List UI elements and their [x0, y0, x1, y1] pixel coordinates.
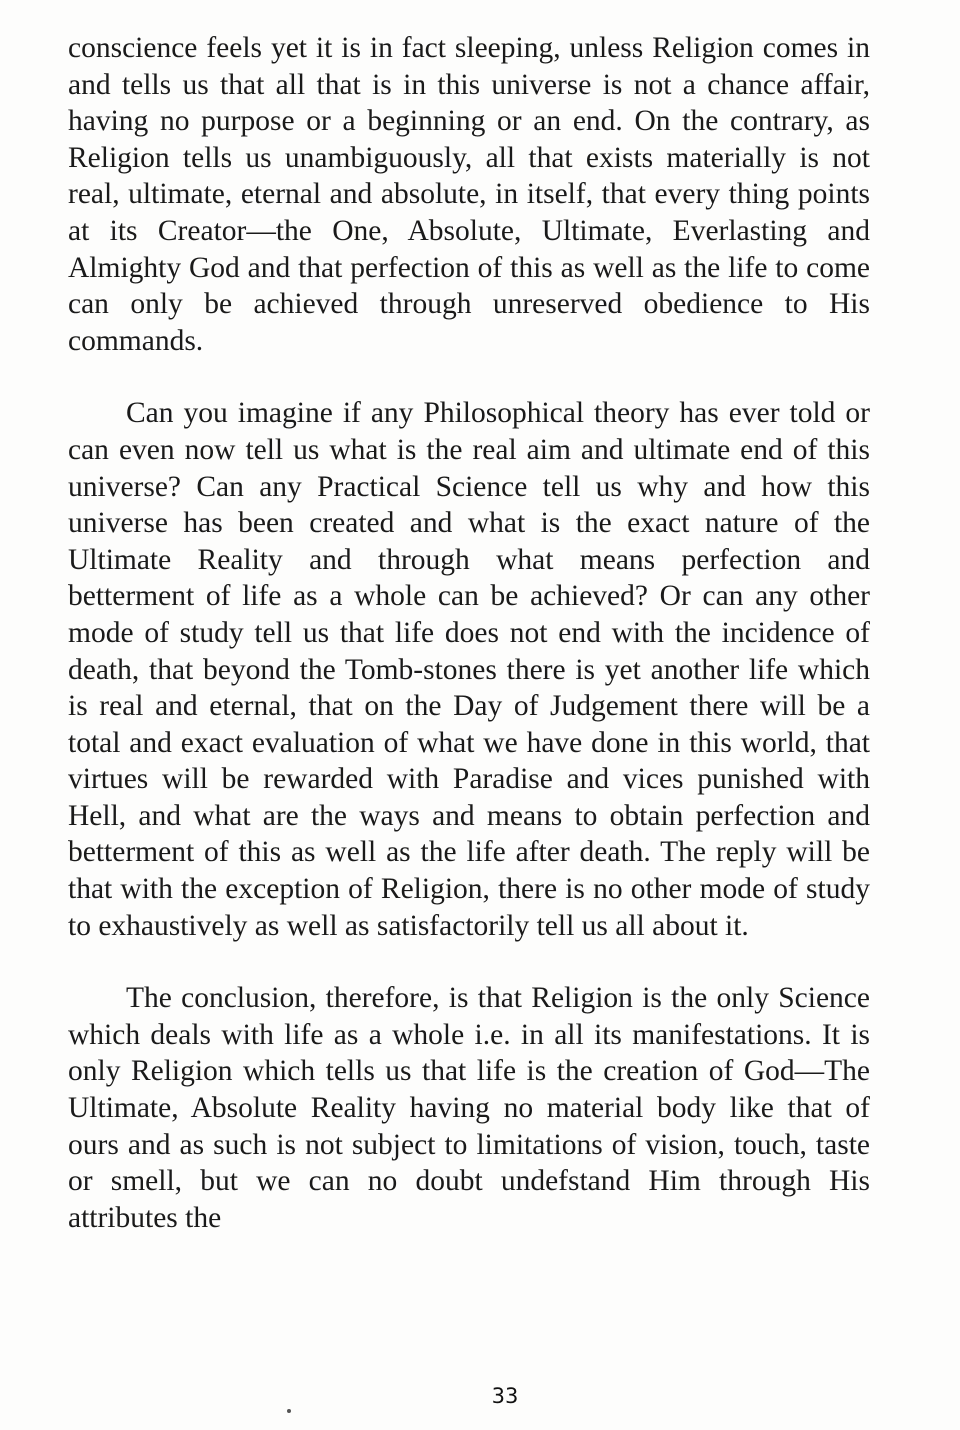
page-number: 33: [491, 1384, 519, 1408]
paragraph-philosophical-question: Can you imagine if any Philosophical theory has ever told or can even now tell us what is the real aim and ultimate end of this universe? Can any Practical Science tell us why and how this universe has been created and what is the exact nature of the Ultimate Reality and through what means perfection and betterment of life as a whole can be achieved? Or can any other mode of study tell us that life does not end with the incidence of death, that beyond the Tomb-stones there is yet another life which is real and eternal, that on the Day of Judgement there will be a total and exact evaluation of what we have done in this world, that virtues will be rewarded with Paradise and vices punished with Hell, and what are the ways and means to obtain perfection and betterment of this as well as the life after death. The reply will be that with the exception of Religion, there is no other mode of study to exhaustively as well as satisfactorily tell us all about it.: [68, 397, 870, 942]
scan-speck: [287, 1409, 291, 1413]
paragraph-continuation: conscience feels yet it is in fact sleeping, unless Religion comes in and tells us that all that is in this universe is not a chance affair, having no purpose or a beginning or an end. On the contrary, as Religion tells us unambiguously, all that exists materially is not real, ultimate, eternal and absolute, in itself, that every thing points at its Creator—the One, Absolute, Ultimate, Everlasting and Almighty God and that perfection of this as well as the life to come can only be achieved through unreserved obedience to His commands.: [68, 32, 870, 357]
paragraph-conclusion: The conclusion, therefore, is that Religion is the only Science which deals with life as a whole i.e. in all its manifestations. It is only Religion which tells us that life is the creation of God—The Ultimate, Absolute Reality having no material body like that of ours and as such is not subject to limitations of vision, touch, taste or smell, but we can no doubt undefstand Him through His attributes the: [68, 982, 870, 1234]
body-text: [68, 30, 870, 1272]
